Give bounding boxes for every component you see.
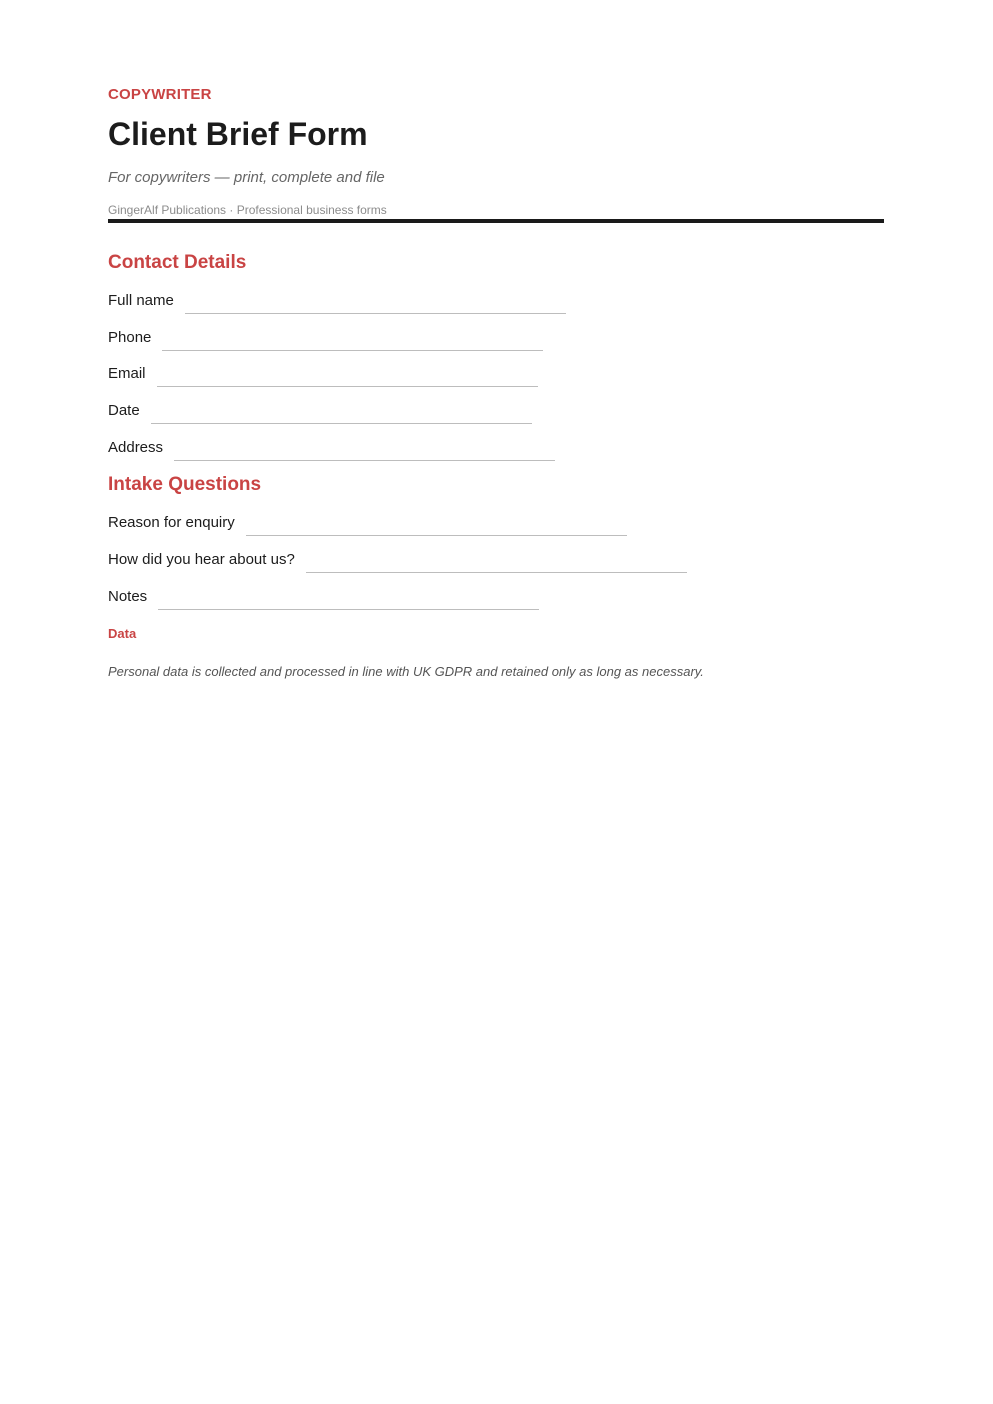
contact-details-heading: Contact Details [108,252,247,273]
intake-questions-heading: Intake Questions [108,474,262,495]
notes-field [108,586,539,606]
address-input-line[interactable] [174,460,555,461]
full-name-input-line[interactable] [185,313,566,314]
address-label: Address [108,439,164,456]
email-field [108,363,538,383]
notes-label: Notes [108,588,148,605]
form-category: COPYWRITER [108,86,212,103]
email-label: Email [108,365,146,382]
email-input-line[interactable] [157,386,538,387]
reason-label: Reason for enquiry [108,514,235,531]
date-label: Date [108,402,140,419]
date-input-line[interactable] [151,423,532,424]
data-heading: Data [108,626,137,641]
header-divider [108,219,884,223]
referral-label: How did you hear about us? [108,551,295,568]
reason-input-line[interactable] [246,535,627,536]
publisher-line: GingerAlf Publications · Professional business forms [108,203,387,217]
reason-field [108,512,627,532]
phone-input-line[interactable] [162,350,543,351]
phone-field [108,327,543,347]
address-field [108,437,555,457]
full-name-label: Full name [108,292,174,309]
referral-input-line[interactable] [306,572,687,573]
full-name-field [108,290,566,310]
page-title: Client Brief Form [108,116,368,152]
referral-field [108,549,687,569]
date-field [108,400,532,420]
phone-label: Phone [108,329,152,346]
gdpr-notice: Personal data is collected and processed in line with UK GDPR and retained only as long as necessary. [108,664,704,679]
notes-input-line[interactable] [158,609,539,610]
page-subtitle: For copywriters — print, complete and file [108,169,385,186]
